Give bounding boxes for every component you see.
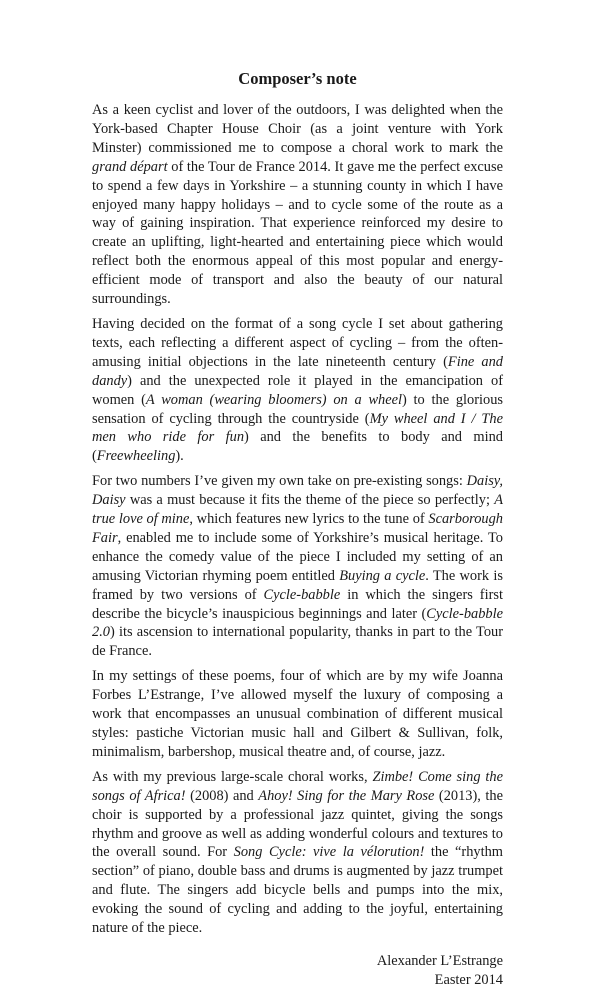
italic-title: Cycle-babble 2.0 [92, 605, 503, 641]
italic-title: Song Cycle: vive la vélorution! [233, 844, 425, 861]
author-name: Alexander L’Estrange [376, 952, 503, 969]
italic-title: Buying a cycle [339, 567, 426, 584]
italic-title: My wheel and I / The men who ride for fun [92, 410, 503, 446]
italic-title: A woman (wearing bloomers) on a wheel [145, 391, 403, 408]
paragraph: For two numbers I’ve given my own take on pre-existing songs: Daisy, Daisy was a must because it fits the theme of the piece so perfectly; A true love of mine, which features new lyrics to the tune of Scarborough Fair, enabled me to include some of Yorkshire’s musical heritage. To enhance the comedy value of the piece I included my setting of an amusing Victorian rhyming poem entitled Buying a cycle. The work is framed by two versions of Cycle-babble in which the singers first describe the bicycle’s inauspicious beginnings and later (Cycle-babble 2.0) its ascension to international popularity, thanks in part to the Tour de France. [92, 473, 504, 660]
signature-block [92, 952, 503, 990]
italic-title: Daisy, Daisy [92, 473, 503, 509]
italic-title: Ahoy! Sing for the Mary Rose [258, 787, 435, 804]
document-content [92, 67, 503, 990]
paragraph: Having decided on the format of a song cycle I set about gathering texts, each reflecting a different aspect of cycling – from the often-amusing initial objections in the late nineteenth century (Fine and dandy) and the unexpected role it played in the emancipation of women (A woman (wearing bloomers) on a wheel) to the glorious sensation of cycling through the countryside (My wheel and I / The men who ride for fun) and the benefits to body and mind (Freewheeling). [92, 315, 504, 465]
paragraph: As a keen cyclist and lover of the outdoors, I was delighted when the York-based Chapter House Choir (as a joint venture with York Minster) commissioned me to compose a choral work to mark the grand départ of the Tour de France 2014. It gave me the perfect excuse to spend a few days in Yorkshire – a stunning county in which I have enjoyed many happy holidays – and to cycle some of the route as a way of gaining inspiration. That experience reinforced my desire to create an uplifting, light-hearted and entertaining piece which would reflect both the enormous appeal of this most popular and energy-efficient mode of transport and also the beauty of our natural surroundings. [92, 102, 503, 308]
page-title: Composer’s note [238, 69, 357, 88]
italic-title: grand départ [92, 158, 168, 175]
paragraph: As with my previous large-scale choral works, Zimbe! Come sing the songs of Africa! (2008) and Ahoy! Sing for the Mary Rose (2013), the choir is supported by a professional jazz quintet, giving the songs rhythm and groove as well as adding wonderful colours and textures to the overall sound. For Song Cycle: vive la vélorution! the “rhythm section” of piano, double bass and drums is augmented by jazz trumpet and flute. The singers add bicycle bells and pumps into the mix, evoking the sound of cycling and adding to the joyful, entertaining nature of the piece. [92, 768, 503, 937]
signature-date: Easter 2014 [434, 971, 503, 988]
italic-title: Freewheeling [96, 448, 176, 465]
body-text [92, 101, 503, 938]
paragraph: In my settings of these poems, four of which are by my wife Joanna Forbes L’Estrange, I’ve allowed myself the luxury of composing a work that encompasses an unusual combination of different musical styles: pastiche Victorian music hall and Gilbert & Sullivan, folk, minimalism, barbershop, musical theatre and, of course, jazz. [92, 668, 503, 760]
italic-title: Zimbe! Come sing the songs of Africa! [92, 768, 503, 804]
italic-title: Scarborough Fair [92, 511, 504, 546]
italic-title: Cycle-babble [263, 586, 341, 603]
italic-title: Fine and dandy [92, 353, 503, 389]
italic-title: A true love of mine [92, 492, 503, 528]
